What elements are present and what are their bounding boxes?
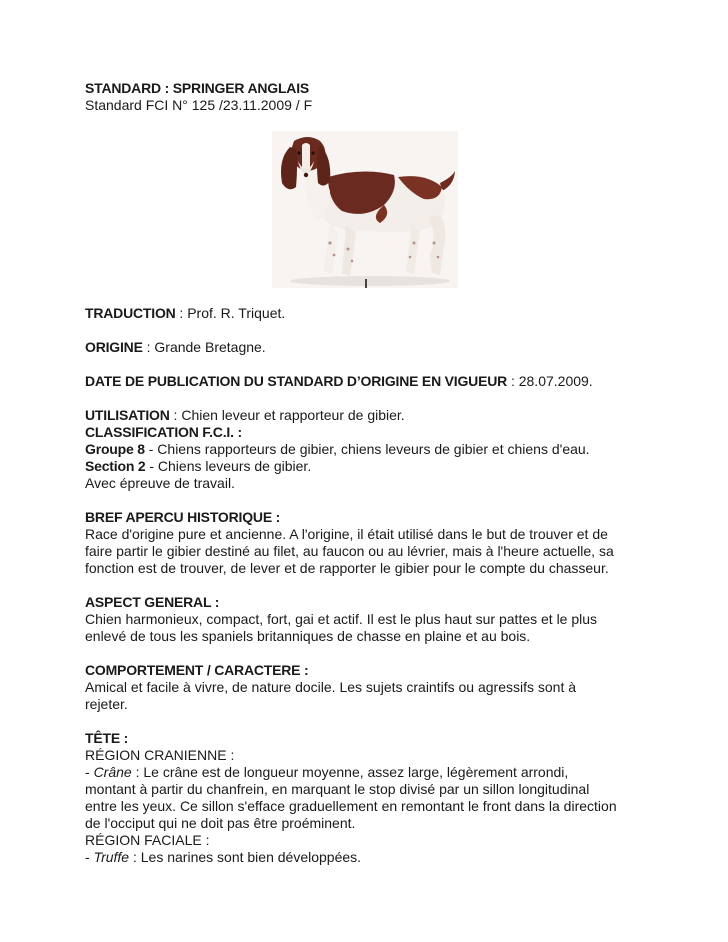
document-page [85, 80, 685, 114]
aspect-heading: ASPECT GENERAL : [85, 594, 220, 610]
groupe-line: Groupe 8 - Chiens rapporteurs de gibier, chiens leveurs de gibier et chiens d'eau. [85, 441, 590, 457]
tete-heading: TÊTE : [85, 730, 129, 746]
historique-heading: BREF APERCU HISTORIQUE : [85, 509, 281, 525]
section-line: Section 2 - Chiens leveurs de gibier. [85, 458, 312, 474]
comportement-line: Amical et facile à vivre, de nature docile. Les sujets craintifs ou agressifs sont à [85, 679, 577, 695]
photo-tick-mark [365, 279, 367, 288]
standard-subtitle: Standard FCI N° 125 /23.11.2009 / F [85, 97, 313, 113]
historique-line: fonction est de trouver, de lever et de rapporter le gibier pour le compte du chasseur. [85, 560, 609, 576]
historique-line: Race d'origine pure et ancienne. A l'origine, il était utilisé dans le but de trouver et de [85, 526, 608, 542]
traduction-line: TRADUCTION : Prof. R. Triquet. [85, 305, 286, 321]
aspect-line: Chien harmonieux, compact, fort, gai et actif. Il est le plus haut sur pattes et le plus [85, 611, 598, 627]
springer-dog-photo [272, 131, 458, 288]
utilisation-line: UTILISATION : Chien leveur et rapporteur de gibier. [85, 407, 405, 423]
crane-line: montant à partir du chanfrein, en marquant le stop divisé par un sillon longitudinal [85, 781, 590, 797]
region-cranienne: RÉGION CRANIENNE : [85, 747, 235, 763]
publication-line: DATE DE PUBLICATION DU STANDARD D’ORIGINE EN VIGUEUR : 28.07.2009. [85, 373, 593, 389]
crane-line: - Crâne : Le crâne est de longueur moyenne, assez large, légèrement arrondi, [85, 764, 569, 780]
document-body [85, 305, 685, 866]
origine-line: ORIGINE : Grande Bretagne. [85, 339, 266, 355]
comportement-line: rejeter. [85, 696, 128, 712]
epreuve-line: Avec épreuve de travail. [85, 475, 235, 491]
crane-line: de l'occiput qui ne doit pas être proéminent. [85, 815, 356, 831]
comportement-heading: COMPORTEMENT / CARACTERE : [85, 662, 309, 678]
standard-title: STANDARD : SPRINGER ANGLAIS [85, 80, 310, 96]
aspect-line: enlevé de tous les spaniels britanniques de chasse en plaine et au bois. [85, 628, 531, 644]
crane-line: entre les yeux. Ce sillon s'efface graduellement en remontant le front dans la direction [85, 798, 617, 814]
classification-heading: CLASSIFICATION F.C.I. : [85, 424, 242, 440]
region-faciale: RÉGION FACIALE : [85, 832, 210, 848]
historique-line: faire partir le gibier destiné au filet, au faucon ou au lévrier, mais à l'heure actuelle, sa [85, 543, 614, 559]
truffe-line: - Truffe : Les narines sont bien développées. [85, 849, 362, 865]
